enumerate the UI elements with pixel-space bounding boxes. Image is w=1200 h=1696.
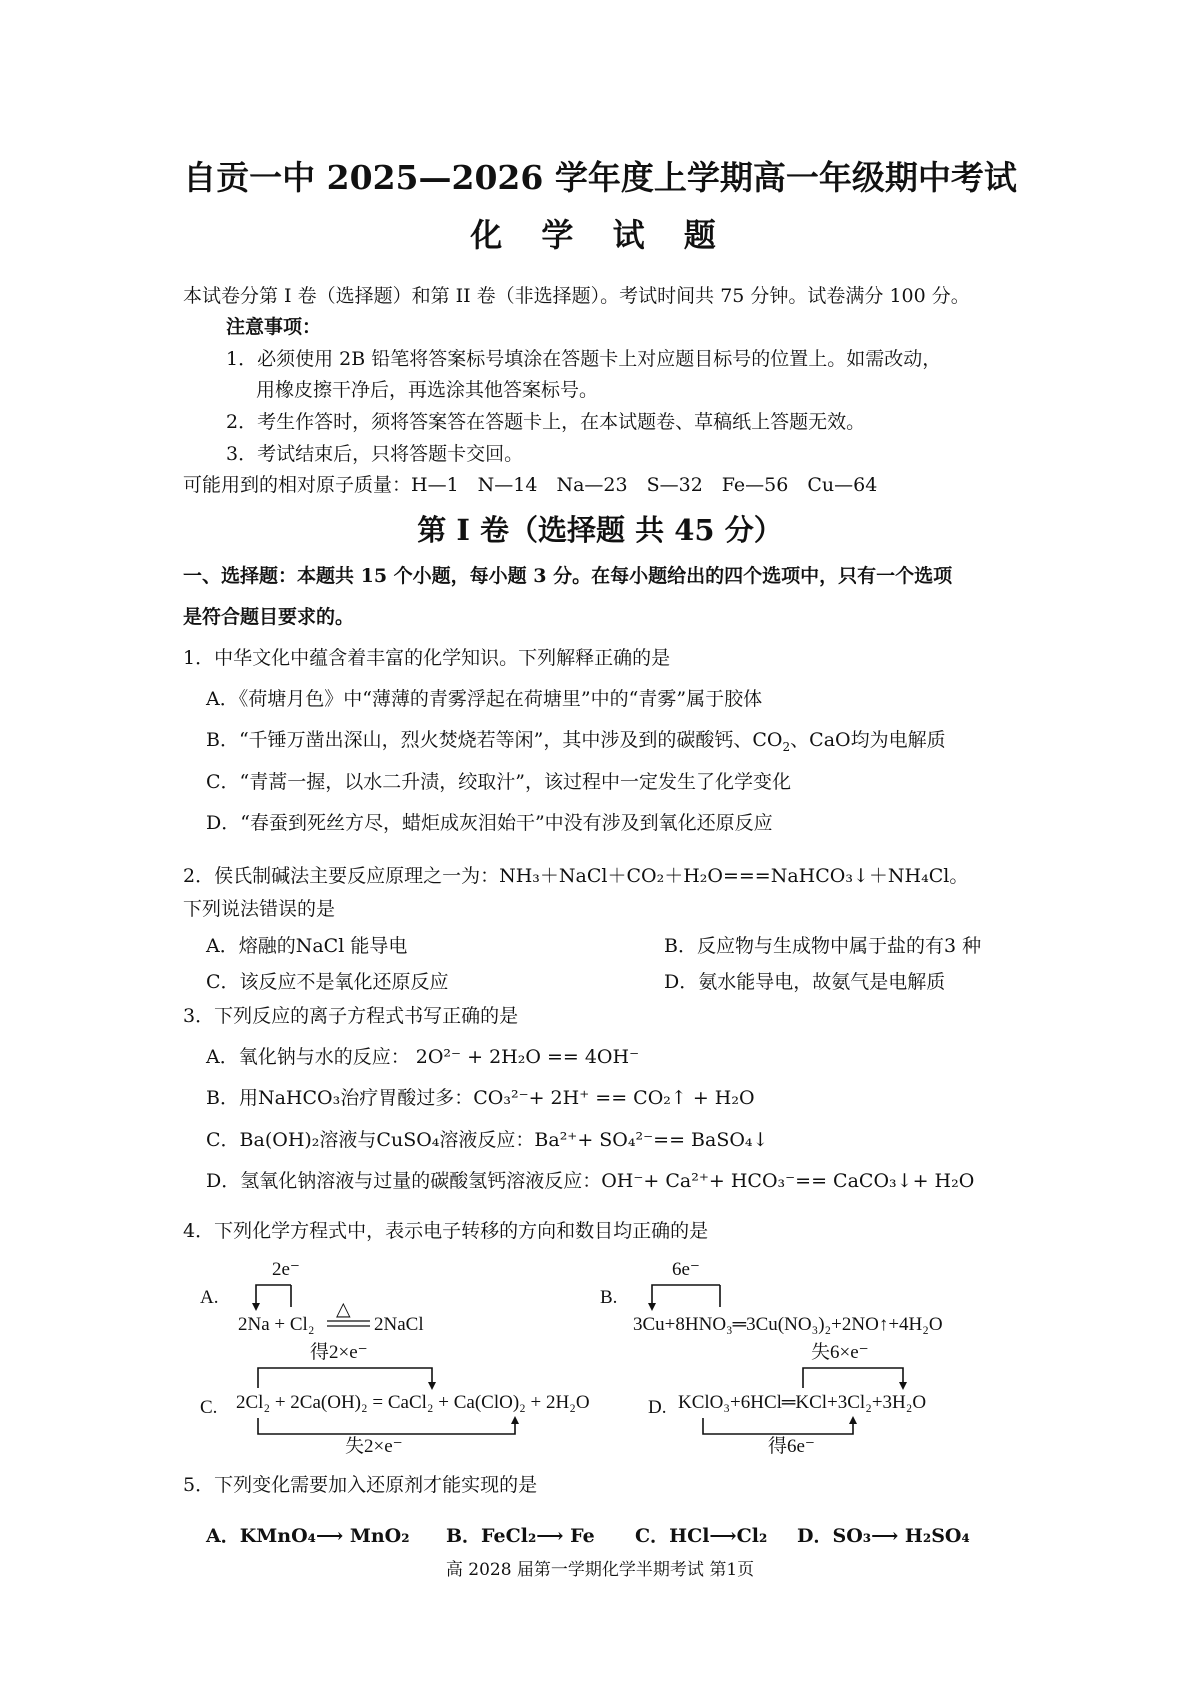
exam-intro: 本试卷分第 I 卷（选择题）和第 II 卷（非选择题）。考试时间共 75 分钟。试卷满分 100 分。 [183, 285, 970, 307]
section1-instruction: 一、选择题：本题共 15 个小题，每小题 3 分。在每小题给出的四个选项中，只有一个选项 [183, 565, 953, 587]
q4-option-d-equation: KClO₃+6HCl═KCl+3Cl₂+3H₂O [678, 1392, 927, 1413]
q4-option-a-svg [200, 1255, 480, 1335]
q1-option-c: C．“青蒿一握，以水二升渍，绞取汁”，该过程中一定发生了化学变化 [206, 771, 791, 793]
notice-heading: 注意事项： [226, 316, 322, 338]
q4-option-c-loss-arrowhead [511, 1416, 519, 1424]
q3-option-c: C．Ba(OH)₂溶液与CuSO₄溶液反应：Ba²⁺+ SO₄²⁻== BaSO₄↓ [206, 1129, 769, 1151]
q3-option-d: D．氢氧化钠溶液与过量的碳酸氢钙溶液反应：OH⁻+ Ca²⁺+ HCO₃⁻== CaCO₃↓+ H₂O [206, 1170, 975, 1192]
q2-stem: 2．侯氏制碱法主要反应原理之一为：NH₃＋NaCl＋CO₂＋H₂O===NaHCO₃↓＋NH₄Cl。 [183, 865, 969, 887]
q4-option-a-electrons: 2e⁻ [272, 1259, 300, 1280]
q4-option-d-gain-arrowhead [849, 1416, 857, 1424]
q4-option-b-equation: 3Cu+8HNO₃═3Cu(NO₃)₂+2NO↑+4H₂O [633, 1314, 943, 1335]
q2-stem-cont: 下列说法错误的是 [183, 898, 336, 920]
q4-option-a-heat: △ [336, 1299, 351, 1320]
exam-subtitle: 化 学 试 题 [470, 216, 730, 254]
q4-option-b-svg [600, 1255, 1040, 1335]
q4-option-a-arrowhead [252, 1303, 260, 1311]
q4-option-c-label: C. [200, 1397, 218, 1418]
exam-title: 自贡一中 2025—2026 学年度上学期高一年级期中考试 [183, 158, 1017, 197]
q2-option-b: B．反应物与生成物中属于盐的有3 种 [664, 935, 982, 957]
q4-option-b-diagram [600, 1255, 1040, 1335]
q1-option-b-text: B．“千锤万凿出深山，烈火焚烧若等闲”，其中涉及到的碳酸钙、CO [206, 729, 783, 751]
q4-option-b-label: B. [600, 1287, 618, 1308]
q4-option-a-reactants: 2Na + Cl₂ [238, 1314, 315, 1335]
q4-option-d-diagram [648, 1338, 1038, 1454]
q4-option-b-arrow [652, 1285, 720, 1307]
q4-option-c-loss-label: 失2×e⁻ [345, 1436, 403, 1454]
q4-stem: 4．下列化学方程式中，表示电子转移的方向和数目均正确的是 [183, 1220, 709, 1242]
atomic-masses: 可能用到的相对原子质量：H—1 N—14 Na—23 S—32 Fe—56 Cu—64 [183, 474, 878, 496]
q3-option-a: A．氧化钠与水的反应： 2O²⁻ + 2H₂O == 4OH⁻ [206, 1046, 640, 1068]
q1-option-b-text-end: 、CaO均为电解质 [790, 729, 946, 751]
q4-option-c-diagram [200, 1338, 620, 1454]
q4-option-d-gain-label: 得6e⁻ [768, 1436, 815, 1454]
q4-option-d-loss-arrow [803, 1368, 903, 1388]
q5-stem: 5．下列变化需要加入还原剂才能实现的是 [183, 1474, 538, 1496]
notice-item-1: 1．必须使用 2B 铅笔将答案标号填涂在答题卡上对应题目标号的位置上。如需改动， [226, 348, 942, 370]
q5-option-a: A．KMnO₄⟶ MnO₂ [206, 1525, 410, 1547]
q5-option-b: B．FeCl₂⟶ Fe [446, 1525, 595, 1547]
q2-option-d: D．氨水能导电，故氨气是电解质 [664, 971, 946, 993]
q4-option-d-label: D. [648, 1397, 667, 1418]
q2-option-c: C．该反应不是氧化还原反应 [206, 971, 449, 993]
q4-option-c-equation: 2Cl₂ + 2Ca(OH)₂ = CaCl₂ + Ca(ClO)₂ + 2H₂O [236, 1392, 590, 1413]
q4-option-b-arrowhead [648, 1303, 656, 1311]
notice-item-1-cont: 用橡皮擦干净后，再选涂其他答案标号。 [256, 379, 599, 401]
q1-option-b: B．“千锤万凿出深山，烈火焚烧若等闲”，其中涉及到的碳酸钙、$CO_2$、CaO均为电解质 [206, 729, 946, 754]
notice-item-3: 3．考试结束后，只将答题卡交回。 [226, 443, 524, 465]
q5-option-c: C．HCl⟶Cl₂ [635, 1525, 768, 1547]
q4-option-c-gain-arrowhead [428, 1382, 436, 1390]
q5-option-d: D．SO₃⟶ H₂SO₄ [797, 1525, 970, 1547]
q4-option-a-products: 2NaCl [374, 1314, 424, 1335]
q3-option-b: B．用NaHCO₃治疗胃酸过多：CO₃²⁻+ 2H⁺ == CO₂↑ + H₂O [206, 1087, 755, 1109]
q4-option-d-svg [648, 1338, 1038, 1454]
q4-option-c-loss-arrow [258, 1418, 515, 1434]
q1-option-a: A．《荷塘月色》中“薄薄的青雾浮起在荷塘里”中的“青雾”属于胶体 [206, 688, 763, 710]
q4-option-d-gain-arrow [703, 1418, 853, 1434]
q4-option-c-gain-label: 得2×e⁻ [310, 1342, 368, 1363]
q2-option-a: A．熔融的NaCl 能导电 [206, 935, 408, 957]
q4-option-a-arrow [256, 1285, 291, 1307]
section1-instruction-cont: 是符合题目要求的。 [183, 606, 355, 628]
q4-option-a-label: A. [200, 1287, 219, 1308]
section1-title: 第 I 卷（选择题 共 45 分） [417, 513, 783, 547]
page-footer: 高 2028 届第一学期化学半期考试 第1页 [445, 1560, 755, 1580]
q4-option-a-diagram [200, 1255, 480, 1335]
q4-option-c-gain-arrow [258, 1368, 432, 1388]
q1-option-d: D．“春蚕到死丝方尽，蜡炬成灰泪始干”中没有涉及到氧化还原反应 [206, 812, 773, 834]
q4-option-d-loss-label: 失6×e⁻ [811, 1342, 869, 1363]
q4-option-c-svg [200, 1338, 620, 1454]
q1-stem: 1．中华文化中蕴含着丰富的化学知识。下列解释正确的是 [183, 647, 671, 669]
q4-option-d-loss-arrowhead [899, 1382, 907, 1390]
notice-item-2: 2．考生作答时，须将答案答在答题卡上，在本试题卷、草稿纸上答题无效。 [226, 411, 866, 433]
q4-option-b-electrons: 6e⁻ [672, 1259, 700, 1280]
q3-stem: 3．下列反应的离子方程式书写正确的是 [183, 1005, 519, 1027]
